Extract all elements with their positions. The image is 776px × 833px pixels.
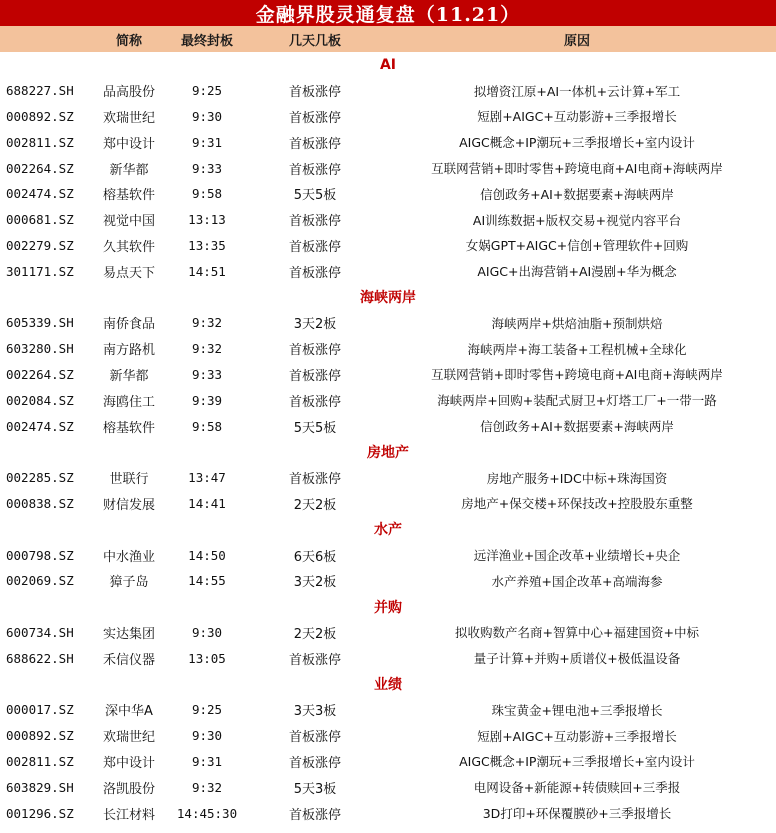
stock-name: 獐子岛 <box>109 575 149 591</box>
stock-name: 欢瑞世纪 <box>102 110 155 126</box>
final-seal-time: 9:58 <box>191 186 223 202</box>
final-seal-time: 14:50 <box>188 547 226 563</box>
reason-text: 珠宝黄金+锂电池+三季报增长 <box>491 702 663 718</box>
table-row <box>0 78 776 104</box>
table-row <box>0 155 776 181</box>
stock-name: 实达集团 <box>102 626 155 642</box>
final-seal-time: 13:05 <box>188 650 226 666</box>
table-row <box>0 620 776 646</box>
final-seal-time: 14:45:30 <box>176 805 238 821</box>
days-boards: 3天2板 <box>293 575 337 591</box>
final-seal-time: 13:13 <box>188 212 226 228</box>
stock-code: 002811.SZ <box>6 753 74 769</box>
final-seal-time: 9:32 <box>191 779 223 795</box>
days-boards: 首板涨停 <box>288 394 341 410</box>
days-boards: 首板涨停 <box>288 730 341 746</box>
final-seal-time: 14:55 <box>188 573 226 589</box>
stock-code: 000892.SZ <box>6 108 74 124</box>
days-boards: 首板涨停 <box>288 110 341 126</box>
stock-code: 002474.SZ <box>6 418 74 434</box>
final-seal-time: 9:32 <box>191 341 223 357</box>
section-header: 海峡两岸 <box>360 290 416 307</box>
stock-name: 中水渔业 <box>102 549 155 565</box>
stock-code: 001296.SZ <box>6 805 74 821</box>
final-seal-time: 9:58 <box>191 418 223 434</box>
final-seal-time: 9:39 <box>191 392 223 408</box>
stock-code: 002474.SZ <box>6 186 74 202</box>
reason-text: 量子计算+并购+质谱仪+极低温设备 <box>473 651 681 667</box>
final-seal-time: 9:25 <box>191 83 223 99</box>
stock-name: 易点天下 <box>102 265 155 281</box>
reason-text: 信创政务+AI+数据要素+海峡两岸 <box>480 186 674 202</box>
final-seal-time: 13:47 <box>188 470 226 486</box>
stock-code: 002069.SZ <box>6 573 74 589</box>
header-days-boards: 几天几板 <box>288 33 341 49</box>
stock-code: 002264.SZ <box>6 366 74 382</box>
stock-name: 欢瑞世纪 <box>102 730 155 746</box>
days-boards: 首板涨停 <box>288 239 341 255</box>
stock-code: 688622.SH <box>6 650 74 666</box>
stock-code: 002084.SZ <box>6 392 74 408</box>
reason-text: AIGC+出海营销+AI漫剧+华为概念 <box>477 264 677 280</box>
stock-name: 新华都 <box>109 368 149 384</box>
final-seal-time: 9:30 <box>191 108 223 124</box>
table-row <box>0 104 776 130</box>
days-boards: 5天5板 <box>293 188 337 204</box>
table-row <box>0 491 776 517</box>
final-seal-time: 9:25 <box>191 702 223 718</box>
table-row <box>0 413 776 439</box>
final-seal-time: 9:33 <box>191 160 223 176</box>
days-boards: 3天3板 <box>293 704 337 720</box>
table-row <box>0 774 776 800</box>
stock-name: 视觉中国 <box>102 214 155 230</box>
reason-text: 电网设备+新能源+转债赎回+三季报 <box>473 780 681 796</box>
stock-name: 海鸥住工 <box>102 394 155 410</box>
stock-code: 688227.SH <box>6 83 74 99</box>
final-seal-time: 9:33 <box>191 366 223 382</box>
final-seal-time: 14:51 <box>188 263 226 279</box>
table-row <box>0 258 776 284</box>
reason-text: 互联网营销+即时零售+跨境电商+AI电商+海峡两岸 <box>431 161 723 177</box>
stock-code: 002264.SZ <box>6 160 74 176</box>
stock-name: 新华都 <box>109 162 149 178</box>
reason-text: 房地产服务+IDC中标+珠海国资 <box>486 470 668 486</box>
days-boards: 首板涨停 <box>288 136 341 152</box>
final-seal-time: 9:32 <box>191 315 223 331</box>
stock-code: 000892.SZ <box>6 728 74 744</box>
reason-text: 信创政务+AI+数据要素+海峡两岸 <box>480 419 674 435</box>
stock-name: 洛凯股份 <box>102 781 155 797</box>
reason-text: 海峡两岸+海工装备+工程机械+全球化 <box>467 341 687 357</box>
stock-name: 久其软件 <box>102 239 155 255</box>
reason-text: AIGC概念+IP潮玩+三季报增长+室内设计 <box>459 754 695 770</box>
stock-name: 南方路机 <box>102 343 155 359</box>
section-header: AI <box>379 56 397 73</box>
final-seal-time: 9:30 <box>191 624 223 640</box>
table-row <box>0 800 776 826</box>
table-row <box>0 310 776 336</box>
reason-text: 短剧+AIGC+互动影游+三季报增长 <box>477 728 677 744</box>
stock-name: 郑中设计 <box>102 136 155 152</box>
stock-code: 301171.SZ <box>6 263 74 279</box>
stock-code: 002279.SZ <box>6 237 74 253</box>
stock-code: 000798.SZ <box>6 547 74 563</box>
stock-code: 603280.SH <box>6 341 74 357</box>
table-row <box>0 723 776 749</box>
table-row <box>0 387 776 413</box>
days-boards: 首板涨停 <box>288 807 341 823</box>
stock-code: 000838.SZ <box>6 495 74 511</box>
table-row <box>0 233 776 259</box>
table-row <box>0 336 776 362</box>
reason-text: 互联网营销+即时零售+跨境电商+AI电商+海峡两岸 <box>431 367 723 383</box>
reason-text: 短剧+AIGC+互动影游+三季报增长 <box>477 109 677 125</box>
stock-name: 财信发展 <box>102 497 155 513</box>
header-final-seal: 最终封板 <box>180 33 233 49</box>
days-boards: 首板涨停 <box>288 214 341 230</box>
stock-code: 000017.SZ <box>6 702 74 718</box>
days-boards: 5天5板 <box>293 420 337 436</box>
reason-text: 水产养殖+国企改革+高端海参 <box>491 573 663 589</box>
section-header: 并购 <box>374 599 402 616</box>
table-header <box>0 26 776 52</box>
page-title: 金融界股灵通复盘（11.21） <box>0 0 776 26</box>
table-row <box>0 697 776 723</box>
stock-name: 世联行 <box>109 472 149 488</box>
section-header: 业绩 <box>374 677 402 694</box>
reason-text: 拟增资江原+AI一体机+云计算+军工 <box>473 83 681 99</box>
reason-text: 拟收购数产名商+智算中心+福建国资+中标 <box>455 625 699 641</box>
stock-name: 郑中设计 <box>102 755 155 771</box>
table-row <box>0 181 776 207</box>
table-row <box>0 645 776 671</box>
final-seal-time: 14:41 <box>188 495 226 511</box>
header-reason: 原因 <box>563 33 590 49</box>
stock-code: 002285.SZ <box>6 470 74 486</box>
stock-code: 605339.SH <box>6 315 74 331</box>
final-seal-time: 9:30 <box>191 728 223 744</box>
reason-text: 房地产+保交楼+环保技改+控股股东重整 <box>461 496 693 512</box>
stock-code: 000681.SZ <box>6 212 74 228</box>
final-seal-time: 9:31 <box>191 753 223 769</box>
section-header: 水产 <box>374 522 402 539</box>
stock-name: 长江材料 <box>102 807 155 823</box>
table-row <box>0 207 776 233</box>
stock-name: 南侨食品 <box>102 317 155 333</box>
days-boards: 2天2板 <box>293 497 337 513</box>
days-boards: 首板涨停 <box>288 368 341 384</box>
days-boards: 5天3板 <box>293 781 337 797</box>
final-seal-time: 9:31 <box>191 134 223 150</box>
stock-name: 品高股份 <box>102 85 155 101</box>
table-row <box>0 465 776 491</box>
section-header: 房地产 <box>367 444 409 461</box>
stock-name: 榕基软件 <box>102 188 155 204</box>
final-seal-time: 13:35 <box>188 237 226 253</box>
stock-code: 002811.SZ <box>6 134 74 150</box>
table-row <box>0 749 776 775</box>
days-boards: 首板涨停 <box>288 755 341 771</box>
reason-text: AI训练数据+版权交易+视觉内容平台 <box>472 212 682 228</box>
stock-name: 禾信仪器 <box>102 652 155 668</box>
days-boards: 首板涨停 <box>288 472 341 488</box>
reason-text: 女娲GPT+AIGC+信创+管理软件+回购 <box>465 238 689 254</box>
days-boards: 6天6板 <box>293 549 337 565</box>
stock-code: 600734.SH <box>6 624 74 640</box>
days-boards: 首板涨停 <box>288 343 341 359</box>
days-boards: 首板涨停 <box>288 85 341 101</box>
days-boards: 首板涨停 <box>288 265 341 281</box>
days-boards: 2天2板 <box>293 626 337 642</box>
days-boards: 首板涨停 <box>288 652 341 668</box>
table-row <box>0 129 776 155</box>
days-boards: 3天2板 <box>293 317 337 333</box>
reason-text: 海峡两岸+烘焙油脂+预制烘焙 <box>491 315 663 331</box>
table-row <box>0 362 776 388</box>
reason-text: 远洋渔业+国企改革+业绩增长+央企 <box>473 548 681 564</box>
table-row <box>0 542 776 568</box>
stock-name: 榕基软件 <box>102 420 155 436</box>
table-body <box>0 52 776 826</box>
reason-text: 海峡两岸+回购+装配式厨卫+灯塔工厂+一带一路 <box>437 393 717 409</box>
stock-code: 603829.SH <box>6 779 74 795</box>
table-row <box>0 568 776 594</box>
reason-text: 3D打印+环保覆膜砂+三季报增长 <box>482 806 672 821</box>
reason-text: AIGC概念+IP潮玩+三季报增长+室内设计 <box>459 135 695 151</box>
header-name: 简称 <box>115 33 142 49</box>
stock-name: 深中华A <box>105 704 153 720</box>
days-boards: 首板涨停 <box>288 162 341 178</box>
